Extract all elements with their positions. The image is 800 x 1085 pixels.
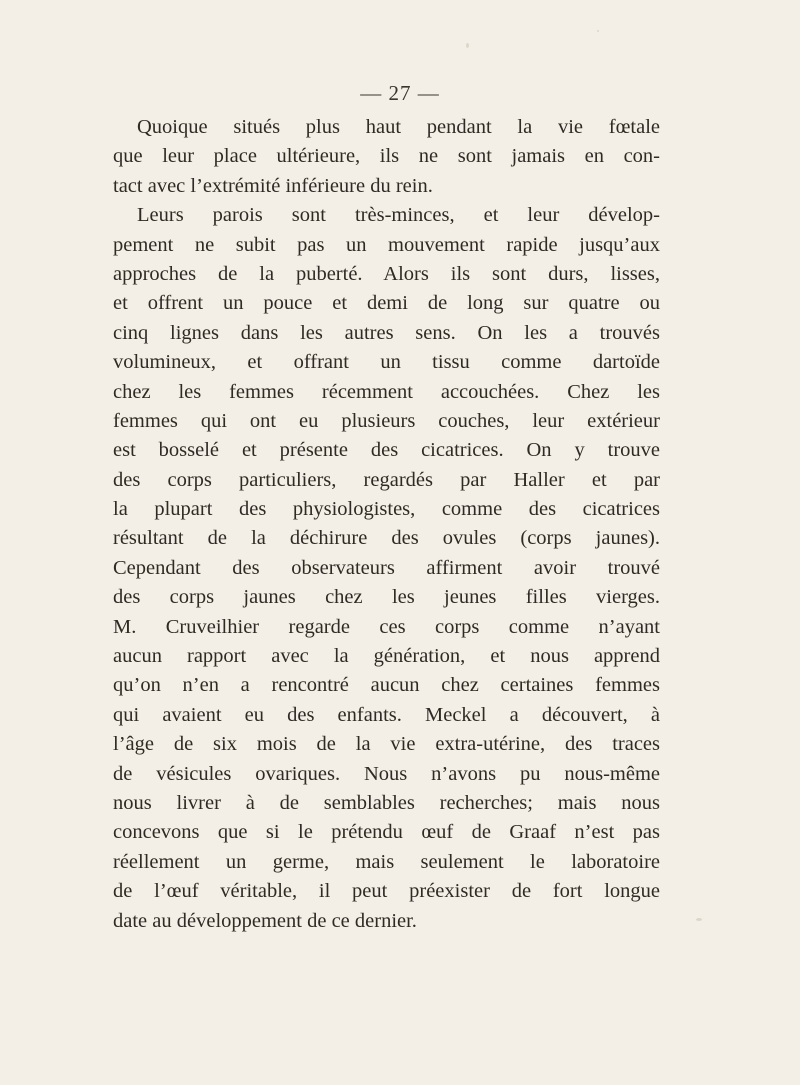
text-line: réellement un germe, mais seulement le laboratoire <box>113 850 660 873</box>
text-line: des corps particuliers, regardés par Haller et par <box>113 468 660 491</box>
text-line: de vésicules ovariques. Nous n’avons pu nous-même <box>113 762 660 785</box>
text-line: que leur place ultérieure, ils ne sont jamais en con- <box>113 145 660 168</box>
text-line: cinq lignes dans les autres sens. On les a trouvés <box>113 321 660 344</box>
body-text <box>113 113 660 936</box>
text-line: nous livrer à de semblables recherches; mais nous <box>113 791 660 814</box>
text-line: concevons que si le prétendu œuf de Graaf n’est pas <box>113 821 660 844</box>
text-line: qui avaient eu des enfants. Meckel a découvert, à <box>113 703 660 726</box>
text-line: date au développement de ce dernier. <box>113 909 417 932</box>
text-line: aucun rapport avec la génération, et nous apprend <box>113 645 660 668</box>
text-line: Cependant des observateurs affirment avoir trouvé <box>113 556 660 579</box>
paper-speck <box>597 30 599 32</box>
text-line: Leurs parois sont très-minces, et leur dévelop- <box>137 204 660 227</box>
text-line: pement ne subit pas un mouvement rapide jusqu’aux <box>113 233 660 256</box>
text-line: résultant de la déchirure des ovules (corps jaunes). <box>113 527 660 550</box>
text-line: est bosselé et présente des cicatrices. On y trouve <box>113 439 660 462</box>
paper-speck <box>696 918 702 921</box>
text-line: l’âge de six mois de la vie extra-utérine, des traces <box>113 733 660 756</box>
text-line: Quoique situés plus haut pendant la vie fœtale <box>137 116 660 138</box>
text-line: chez les femmes récemment accouchées. Chez les <box>113 380 660 403</box>
text-line: volumineux, et offrant un tissu comme dartoïde <box>113 351 660 374</box>
paper-speck <box>466 43 469 48</box>
text-line: et offrent un pouce et demi de long sur quatre ou <box>113 292 660 315</box>
text-line: de l’œuf véritable, il peut préexister de fort longue <box>113 880 660 903</box>
text-line: qu’on n’en a rencontré aucun chez certaines femmes <box>113 674 660 697</box>
text-line: M. Cruveilhier regarde ces corps comme n’ayant <box>113 615 660 638</box>
text-line: des corps jaunes chez les jeunes filles vierges. <box>113 586 660 609</box>
text-line: la plupart des physiologistes, comme des cicatrices <box>113 498 660 521</box>
text-line: femmes qui ont eu plusieurs couches, leur extérieur <box>113 409 660 432</box>
text-line: approches de la puberté. Alors ils sont durs, lisses, <box>113 262 660 285</box>
page-number: — 27 — <box>360 81 440 105</box>
text-line: tact avec l’extrémité inférieure du rein. <box>113 174 433 197</box>
